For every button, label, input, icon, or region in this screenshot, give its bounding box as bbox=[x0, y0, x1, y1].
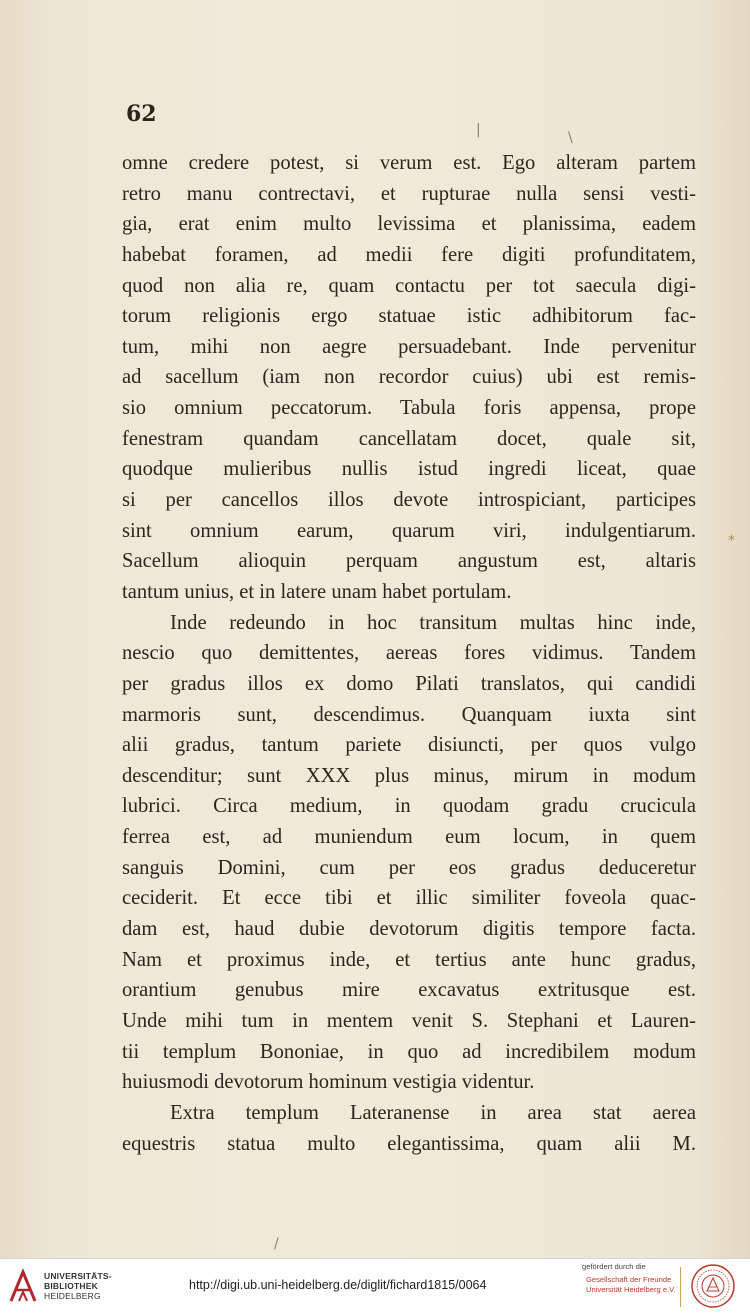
text-line: torum religionis ergo statuae istic adhibitorum fac- bbox=[122, 305, 696, 328]
university-seal-icon bbox=[690, 1263, 736, 1309]
text-line: Extra templum Lateranense in area stat aerea bbox=[170, 1101, 696, 1124]
text-line: dam est, haud dubie devotorum digitis tempore facta. bbox=[122, 918, 696, 941]
text-line: marmoris sunt, descendimus. Quanquam iuxta sint bbox=[122, 703, 696, 726]
text-line: fenestram quandam cancellatam docet, quale sit, bbox=[122, 427, 696, 450]
scan-mark: \ bbox=[568, 130, 573, 146]
library-name-line: HEIDELBERG bbox=[44, 1291, 101, 1301]
text-line: huiusmodi devotorum hominum vestigia videntur. bbox=[122, 1071, 535, 1094]
text-line: lubrici. Circa medium, in quodam gradu crucicula bbox=[122, 795, 696, 818]
text-line: tantum unius, et in latere unam habet portulam. bbox=[122, 580, 512, 603]
text-line: gia, erat enim multo levissima et planissima, eadem bbox=[122, 213, 696, 236]
text-line: si per cancellos illos devote introspiciant, participes bbox=[122, 489, 696, 512]
text-line: orantium genubus mire excavatus extritusque est. bbox=[122, 979, 696, 1002]
text-line: ferrea est, ad muniendum eum locum, in quem bbox=[122, 826, 696, 849]
text-line: omne credere potest, si verum est. Ego alteram partem bbox=[122, 152, 696, 174]
text-line: sanguis Domini, cum per eos gradus deduceretur bbox=[122, 856, 696, 879]
text-line: Nam et proximus inde, et tertius ante hunc gradus, bbox=[122, 948, 696, 971]
sponsor-divider bbox=[680, 1267, 681, 1307]
text-line: ad sacellum (iam non recordor cuius) ubi est remis- bbox=[122, 366, 696, 389]
sponsor-intro: gefördert durch die bbox=[582, 1262, 646, 1271]
text-line: Inde redeundo in hoc transitum multas hinc inde, bbox=[170, 611, 696, 634]
permalink-url[interactable]: http://digi.ub.uni-heidelberg.de/diglit/fichard1815/0064 bbox=[189, 1278, 487, 1292]
text-line: quodque mulieribus nullis istud ingredi liceat, quae bbox=[122, 458, 696, 481]
page-number: 62 bbox=[126, 101, 157, 127]
text-line: tii templum Bononiae, in quo ad incredibilem modum bbox=[122, 1040, 696, 1063]
body-text bbox=[122, 148, 696, 1159]
library-name-line: BIBLIOTHEK bbox=[44, 1281, 98, 1291]
text-line: retro manu contrectavi, et rupturae nulla sensi vesti- bbox=[122, 182, 696, 205]
text-line: tum, mihi non aegre persuadebant. Inde pervenitur bbox=[122, 335, 696, 358]
scan-mark: * bbox=[728, 533, 735, 549]
text-line: descenditur; sunt XXX plus minus, mirum in modum bbox=[122, 764, 696, 787]
sponsor-name-line: Gesellschaft der Freunde bbox=[586, 1275, 672, 1284]
sponsor-name-line: Universität Heidelberg e.V. bbox=[586, 1285, 676, 1294]
library-name-line: UNIVERSITÄTS- bbox=[44, 1271, 112, 1281]
text-line: equestris statua multo elegantissima, quam alii M. bbox=[122, 1132, 696, 1155]
text-line: Unde mihi tum in mentem venit S. Stephani et Lauren- bbox=[122, 1009, 696, 1032]
text-line: nescio quo demittentes, aereas fores vidimus. Tandem bbox=[122, 642, 696, 665]
text-line: quod non alia re, quam contactu per tot saecula digi- bbox=[122, 274, 696, 297]
text-line: sio omnium peccatorum. Tabula foris appensa, prope bbox=[122, 397, 696, 420]
library-name[interactable] bbox=[44, 1271, 112, 1301]
text-line: per gradus illos ex domo Pilati translatos, qui candidi bbox=[122, 672, 696, 695]
text-line: Sacellum alioquin perquam angustum est, altaris bbox=[122, 550, 696, 573]
scan-mark: / bbox=[274, 1236, 279, 1252]
text-line: habebat foramen, ad medii fere digiti profunditatem, bbox=[122, 243, 696, 266]
text-line: sint omnium earum, quarum viri, indulgentiarum. bbox=[122, 519, 696, 542]
text-line: ceciderit. Et ecce tibi et illic similiter foveola quac- bbox=[122, 887, 696, 910]
text-line: alii gradus, tantum pariete disiuncti, per quos vulgo bbox=[122, 734, 696, 757]
university-library-logo-icon bbox=[8, 1268, 38, 1304]
scan-mark: | bbox=[476, 122, 481, 138]
sponsor-note[interactable] bbox=[582, 1262, 678, 1295]
viewer-footer bbox=[0, 1258, 750, 1313]
